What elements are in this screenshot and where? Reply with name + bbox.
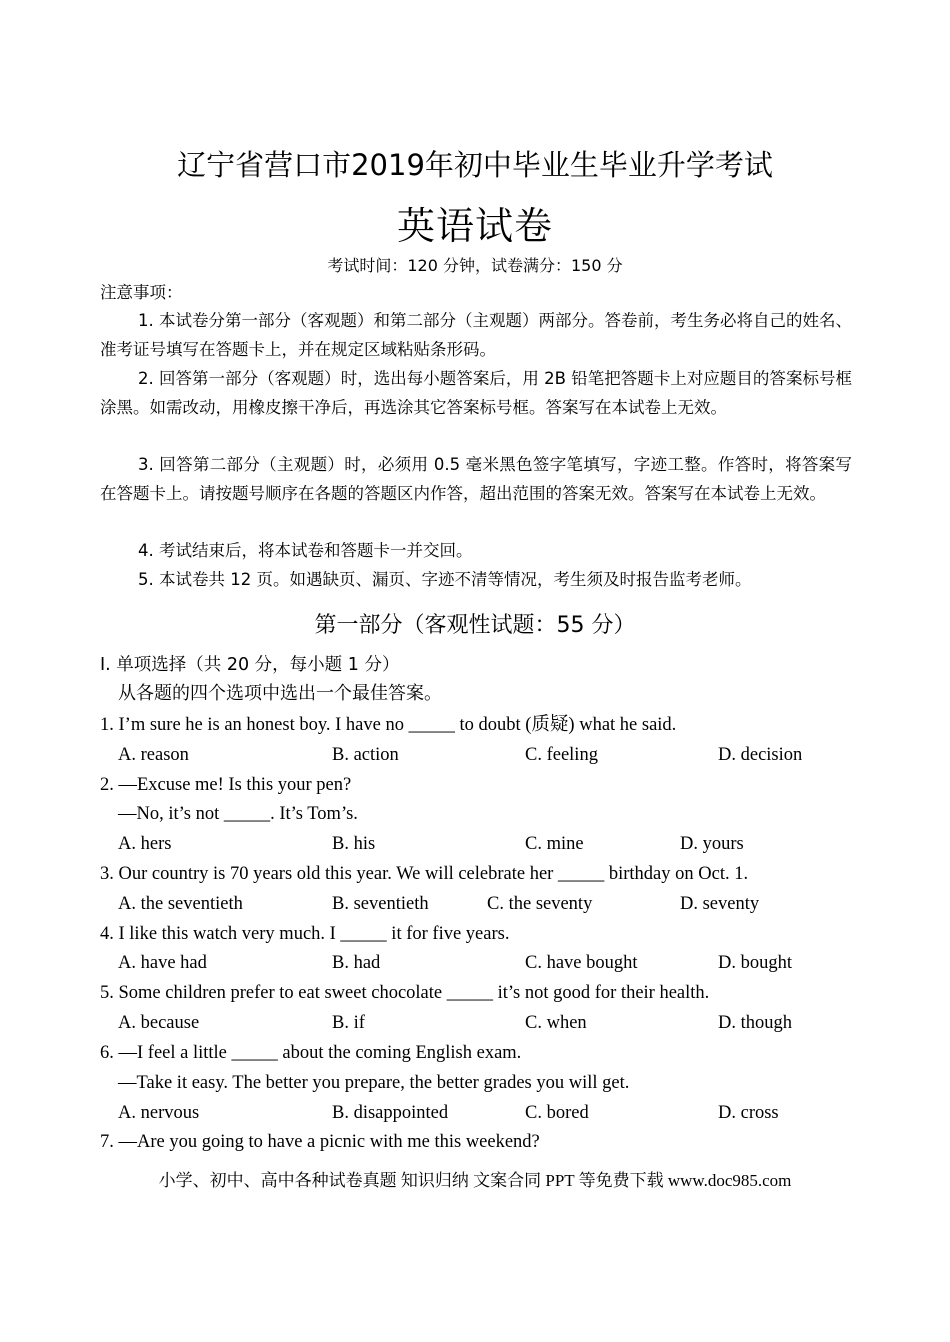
notice-item-1: 1. 本试卷分第一部分（客观题）和第二部分（主观题）两部分。答卷前，考生务必将自己的姓名、准考证号填写在答题卡上，并在规定区域粘贴条形码。 [100,311,852,359]
q2-option-d: D. yours [680,834,744,854]
q3-option-c: C. the seventy [487,894,593,914]
q5-option-d: D. though [718,1013,792,1033]
q4-option-c: C. have bought [525,953,638,973]
notice-item-3: 3. 回答第二部分（主观题）时，必须用 0.5 毫米黑色签字笔填写，字迹工整。作答时，将答案写在答题卡上。请按题号顺序在各题的答题区内作答，超出范围的答案无效。答案写在本试卷上无效。 [100,455,852,503]
q6-option-c: C. bored [525,1103,589,1123]
q5-option-b: B. if [332,1013,365,1033]
q6-option-d: D. cross [718,1103,779,1123]
q4-option-b: B. had [332,953,381,973]
q2-option-b: B. his [332,834,376,854]
notice-item-4: 4. 考试结束后，将本试卷和答题卡一并交回。 [138,541,473,560]
notice-item-2: 2. 回答第一部分（客观题）时，选出每小题答案后，用 2B 铅笔把答题卡上对应题目的答案标号框涂黑。如需改动，用橡皮擦干净后，再选涂其它答案标号框。答案写在本试卷上无效。 [100,369,852,417]
q4-option-a: A. have had [118,953,207,973]
question-4-stem: 4. I like this watch very much. I _____ it for five years. [100,924,510,944]
q6-option-b: B. disappointed [332,1103,449,1123]
q4-option-d: D. bought [718,953,792,973]
q3-option-b: B. seventieth [332,894,429,914]
q5-option-a: A. because [118,1013,200,1033]
question-6-response: —Take it easy. The better you prepare, the better grades you will get. [118,1073,630,1093]
part1-heading: 第一部分（客观性试题：55 分） [314,613,636,638]
question-7-stem: 7. —Are you going to have a picnic with me this weekend? [100,1132,540,1152]
q1-option-b: B. action [332,745,399,765]
question-5-stem: 5. Some children prefer to eat sweet chocolate _____ it’s not good for their health. [100,983,710,1003]
question-2-stem: 2. —Excuse me! Is this your pen? [100,775,352,795]
exam-title: 辽宁省营口市2019年初中毕业生毕业升学考试 [177,148,773,182]
section-title: I. 单项选择（共 20 分，每小题 1 分） [100,655,400,675]
q1-option-d: D. decision [718,745,803,765]
exam-subject-title: 英语试卷 [396,204,553,248]
q1-option-c: C. feeling [525,745,598,765]
q3-option-a: A. the seventieth [118,894,243,914]
question-3-stem: 3. Our country is 70 years old this year. We will celebrate her _____ birthday on Oct. 1. [100,864,749,884]
question-2-response: —No, it’s not _____. It’s Tom’s. [118,804,358,824]
q1-option-a: A. reason [118,745,189,765]
q5-option-c: C. when [525,1013,587,1033]
q3-option-d: D. seventy [680,894,760,914]
notice-item-5: 5. 本试卷共 12 页。如遇缺页、漏页、字迹不清等情况，考生须及时报告监考老师。 [138,570,752,589]
notice-heading: 注意事项： [100,283,183,302]
exam-info: 考试时间：120 分钟，试卷满分：150 分 [327,256,623,275]
question-6-stem: 6. —I feel a little _____ about the coming English exam. [100,1043,522,1063]
q2-option-c: C. mine [525,834,584,854]
question-1-stem: 1. I’m sure he is an honest boy. I have no _____ to doubt (质疑) what he said. [100,715,677,735]
q2-option-a: A. hers [118,834,172,854]
q6-option-a: A. nervous [118,1103,200,1123]
section-instruction: 从各题的四个选项中选出一个最佳答案。 [118,683,442,704]
page-footer: 小学、初中、高中各种试卷真题 知识归纳 文案合同 PPT 等免费下载 www.doc985.com [158,1171,792,1190]
